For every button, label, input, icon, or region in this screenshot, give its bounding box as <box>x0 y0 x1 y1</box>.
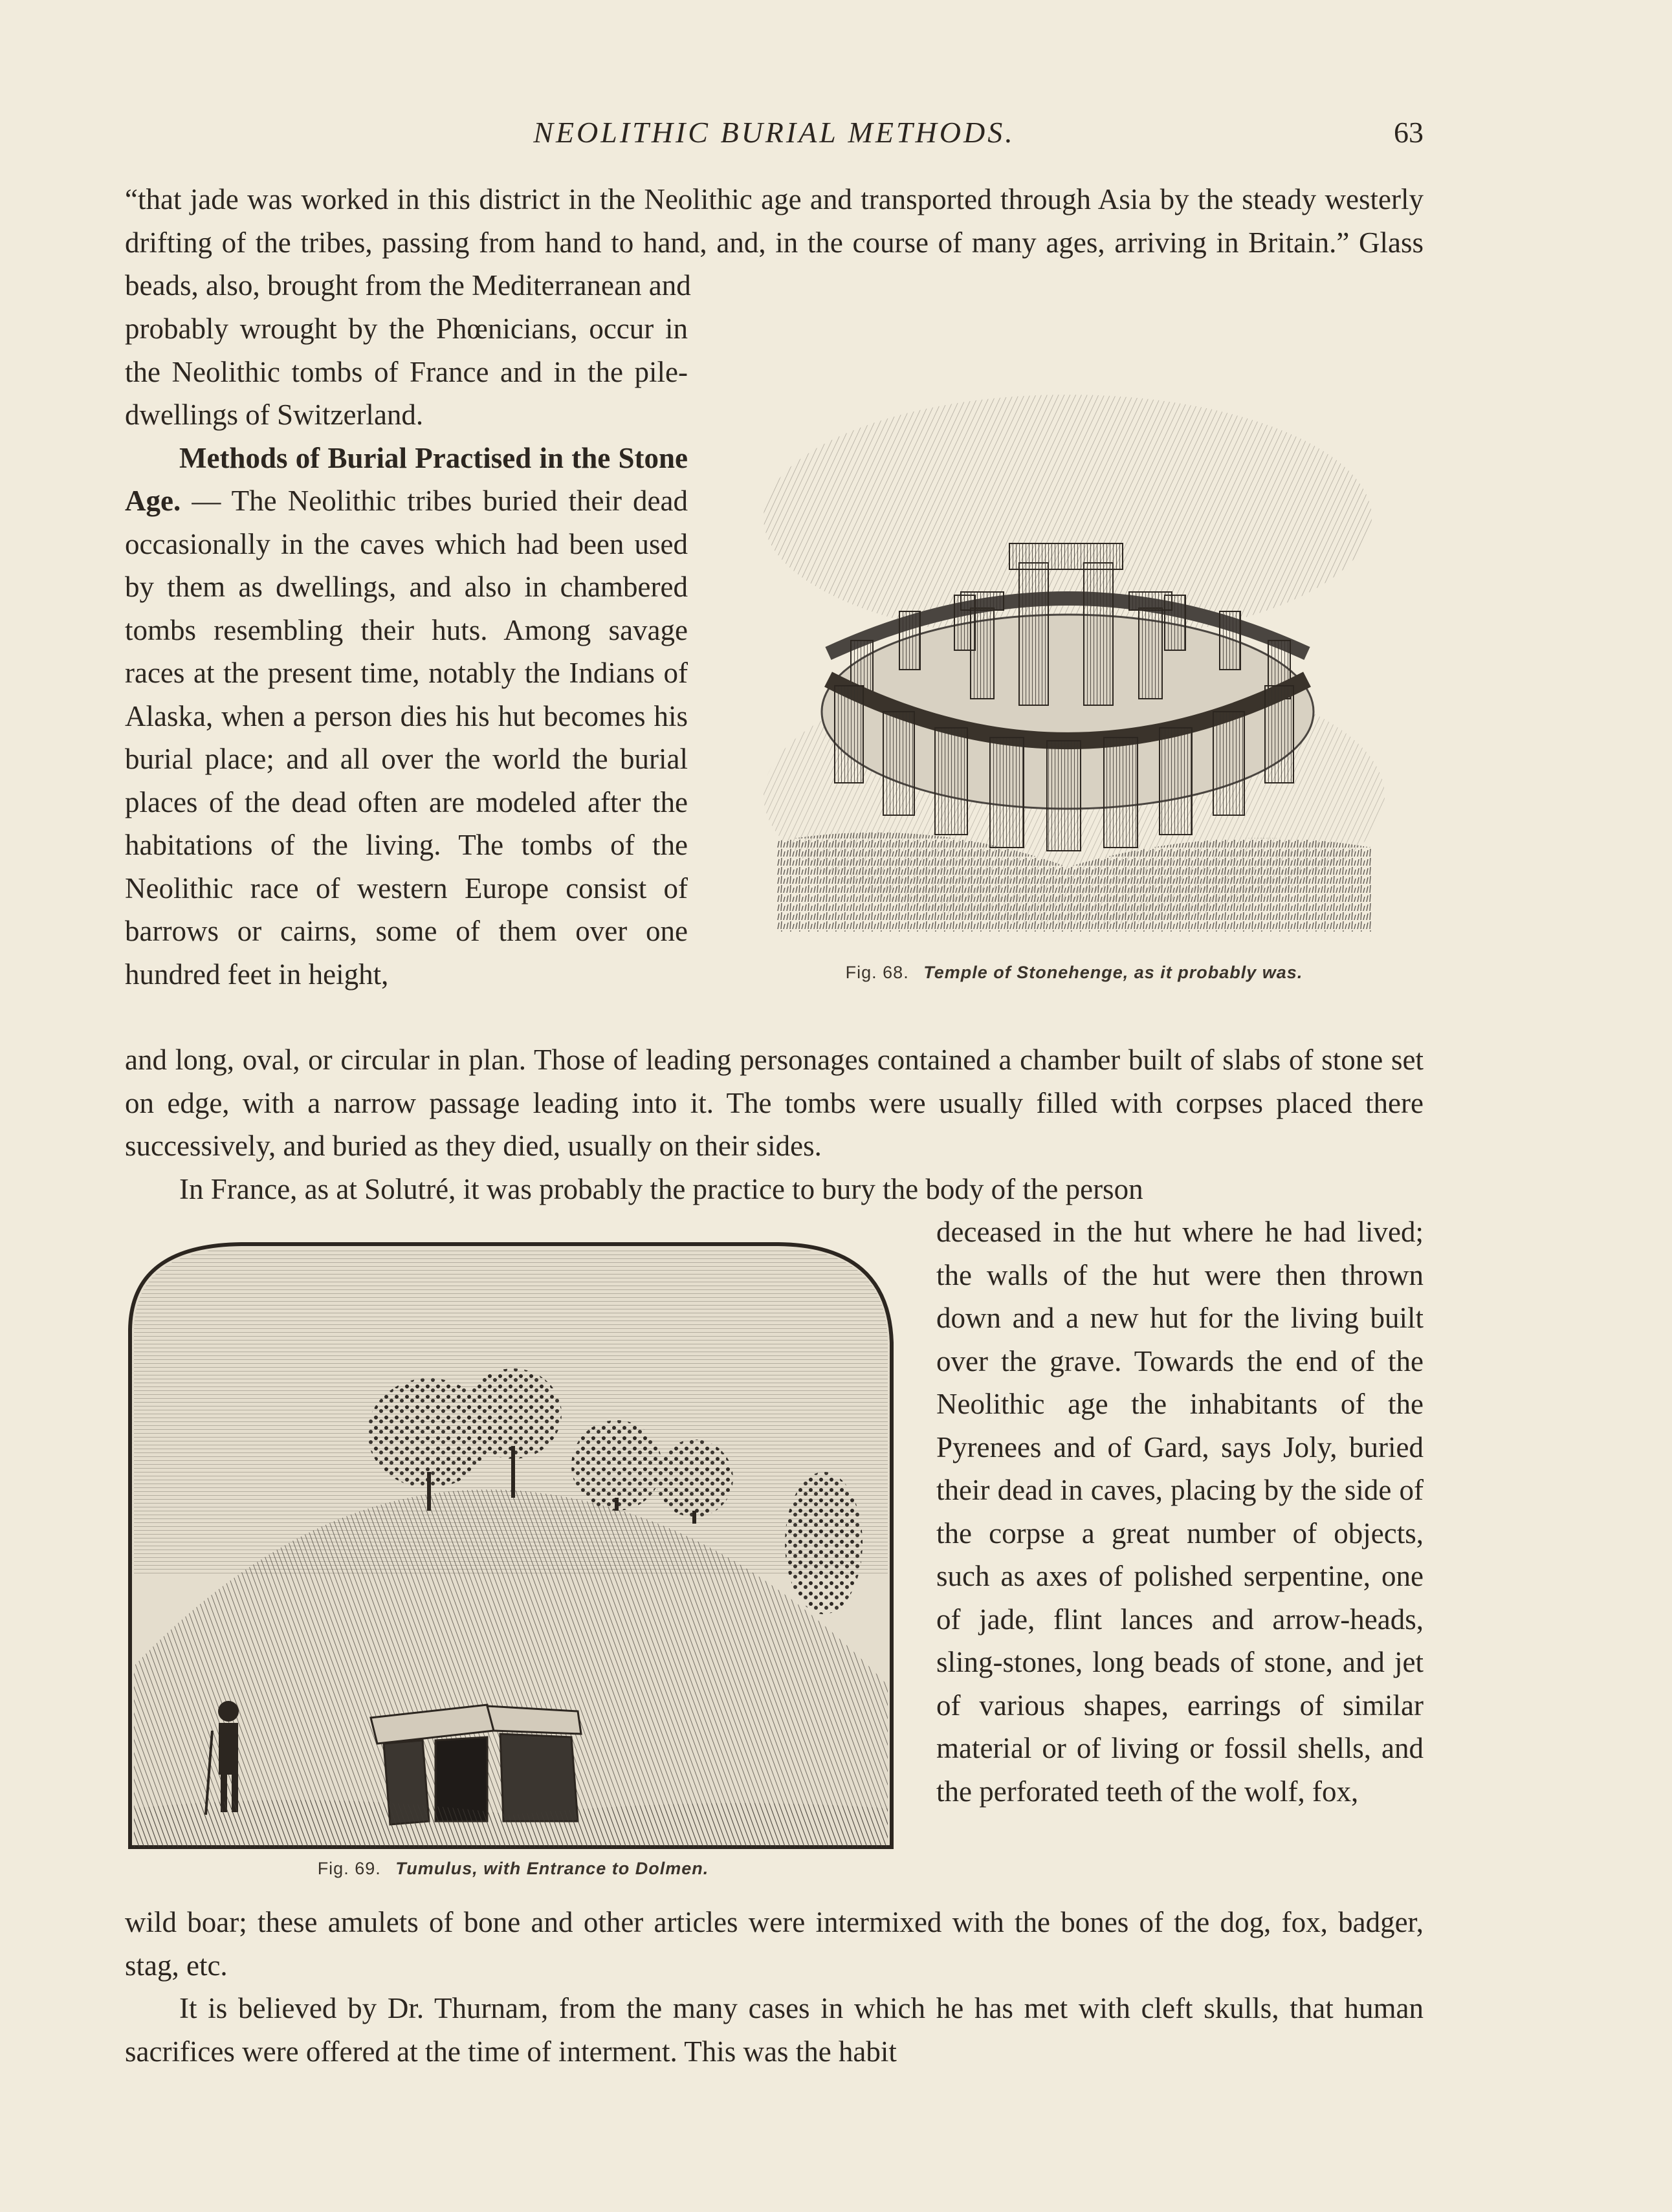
stonehenge-engraving <box>731 349 1417 958</box>
left-column <box>125 307 688 996</box>
right-column-text: deceased in the hut where he had lived; the walls of the hut were then thrown down and a new hut for the living built over the grave. Towards the end of the Neolithic age the inhabitants of the Pyrenees and of Gard, says Joly, buried their dead in caves, placing by the side of the corpse a great number of objects, such as axes of polished serpentine, one of jade, flint lances and arrow-heads, sling-stones, long beads of stone, and jet of various shapes, earrings of similar material or of living or fossil shells, and the perforated teeth of the wolf, fox, <box>936 1216 1424 1808</box>
tumulus-engraving <box>125 1239 901 1854</box>
figure-69 <box>125 1239 901 1886</box>
figure-68-label: Fig. 68. <box>845 963 909 982</box>
middle-paragraph <box>125 1038 1424 1210</box>
page-number: 63 <box>1394 116 1424 149</box>
last-paragraph: It is believed by Dr. Thurnam, from the many cases in which he has met with cleft skulls, that human sacrifices were offered at the time of interment. This was the habit <box>125 1992 1424 2068</box>
middle-paragraph-text: and long, oval, or circular in plan. Those of leading personages contained a chamber built of slabs of stone set on edge, with a narrow passage leading into it. The tombs were usually filled with corpses placed there successively, and buried as they died, usually on their sides. <box>125 1044 1424 1162</box>
section-paragraph <box>125 437 688 996</box>
figure-68-title: Temple of Stonehenge, as it probably was. <box>923 963 1303 982</box>
paragraph-text: “that jade was worked in this district in the Neolithic age and transported through Asia by the steady westerly drifting of the tribes, passing from hand to hand, and, in the course of many ages, arriving in Britain.” Glass beads, also, brought from the Mediterranean and <box>125 183 1424 301</box>
section-heading: Methods of Burial Practised in the Stone Age. <box>125 441 688 517</box>
france-paragraph-start: In France, as at Solutré, it was probably the practice to bury the body of the person <box>179 1172 1143 1205</box>
figure-69-label: Fig. 69. <box>317 1859 381 1878</box>
bottom-continuation: wild boar; these amulets of bone and other articles were intermixed with the bones of the dog, fox, badger, stag, etc. <box>125 1906 1424 1982</box>
left-column-continuation: probably wrought by the Phœnicians, occur in the Neolithic tombs of France and in the pile-dwellings of Switzerland. <box>125 312 688 431</box>
figure-68-caption <box>731 963 1417 983</box>
figure-68 <box>731 349 1417 996</box>
figure-69-title: Tumulus, with Entrance to Dolmen. <box>395 1859 709 1878</box>
top-paragraph <box>125 178 1424 307</box>
right-column <box>936 1210 1424 1813</box>
bottom-text <box>125 1901 1424 2073</box>
running-head <box>125 110 1424 155</box>
section-body: — The Neolithic tribes buried their dead occasionally in the caves which had been used by them as dwellings, and also in chambered tombs resembling their huts. Among savage races at the present time, notably the Indians of Alaska, when a person dies his hut becomes his burial place; and all over the world the burial places of the dead often are modeled after the habitations of the living. The tombs of the Neolithic race of western Europe consist of barrows or cairns, some of them over one hundred feet in height, <box>125 485 688 991</box>
figure-69-caption <box>125 1859 901 1879</box>
running-head-title: NEOLITHIC BURIAL METHODS. <box>533 116 1015 149</box>
